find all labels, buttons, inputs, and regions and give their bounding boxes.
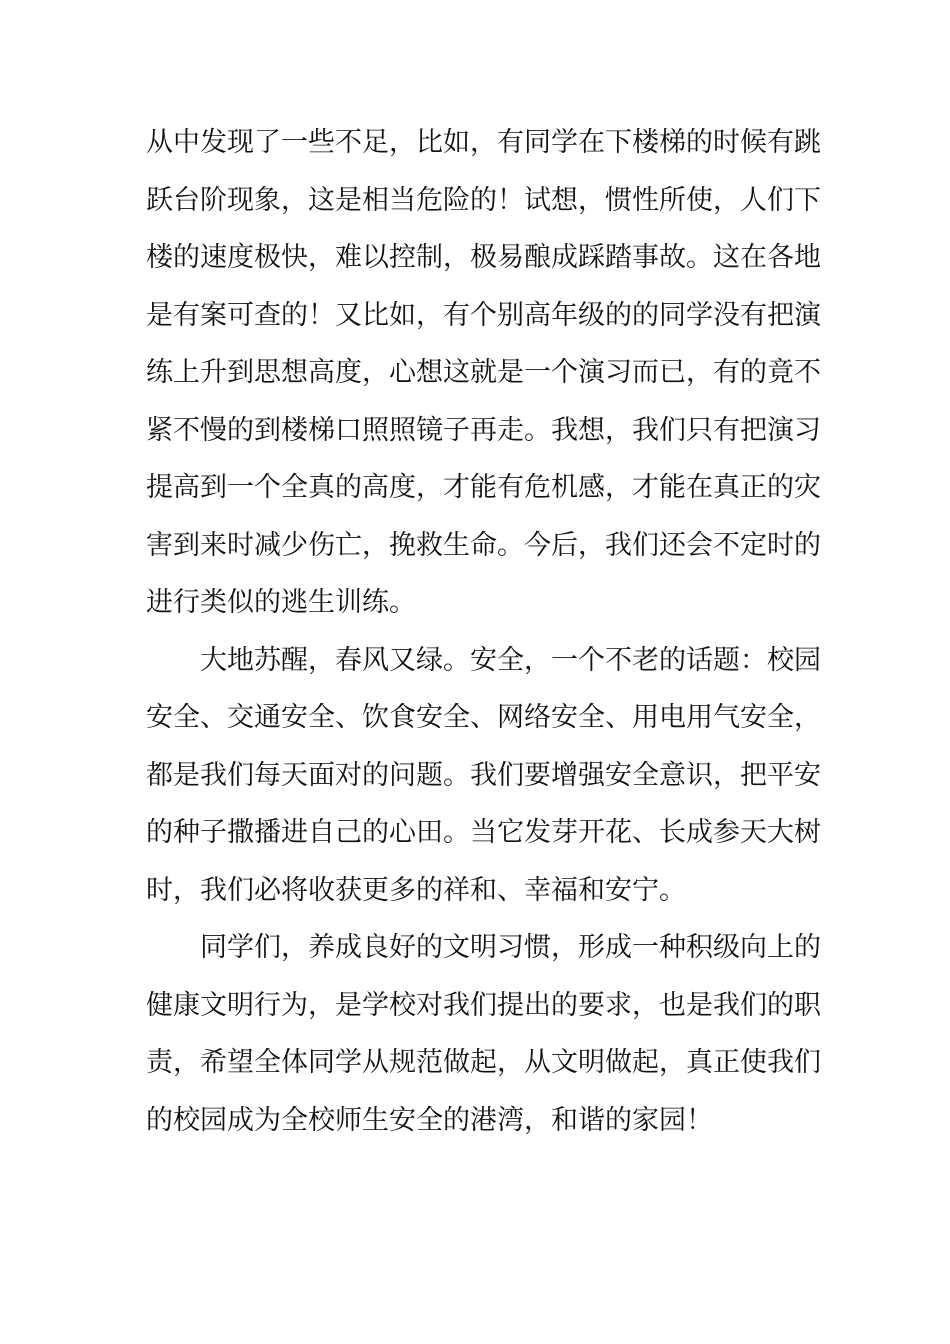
- paragraph-2: [146, 632, 821, 920]
- text-line: 时，我们必将收获更多的祥和、幸福和安宁。: [146, 874, 686, 906]
- paragraph-1: [146, 114, 821, 632]
- text-line: 的校园成为全校师生安全的港湾，和谐的家园！: [146, 1104, 713, 1136]
- text-line: 健康文明行为，是学校对我们提出的要求，也是我们的职: [146, 989, 821, 1021]
- text-line: 提高到一个全真的高度，才能有危机感，才能在真正的灾: [146, 472, 821, 503]
- paragraph-3: [146, 919, 821, 1149]
- text-line: 紧不慢的到楼梯口照照镜子再走。我想，我们只有把演习: [146, 414, 821, 446]
- text-line: 练上升到思想高度，心想这就是一个演习而已，有的竟不: [146, 357, 821, 388]
- text-line: 都是我们每天面对的问题。我们要增强安全意识，把平安: [146, 759, 821, 791]
- text-line: 从中发现了一些不足，比如，有同学在下楼梯的时候有跳: [146, 127, 821, 158]
- text-line: 同学们，养成良好的文明习惯，形成一种积级向上的: [200, 932, 821, 963]
- text-line: 跃台阶现象，这是相当危险的！试想，惯性所使，人们下: [146, 184, 821, 216]
- text-line: 安全、交通安全、饮食安全、网络安全、用电用气安全，: [146, 702, 821, 733]
- text-line: 楼的速度极快，难以控制，极易酿成踩踏事故。这在各地: [146, 242, 821, 273]
- text-line: 大地苏醒，春风又绿。安全，一个不老的话题：校园: [200, 644, 821, 676]
- text-line: 害到来时减少伤亡，挽救生命。今后，我们还会不定时的: [146, 529, 821, 561]
- text-line: 的种子撒播进自己的心田。当它发芽开花、长成参天大树: [146, 817, 821, 848]
- text-line: 进行类似的逃生训练。: [146, 587, 416, 618]
- text-line: 是有案可查的！又比如，有个别高年级的的同学没有把演: [146, 299, 821, 331]
- text-line: 责，希望全体同学从规范做起，从文明做起，真正使我们: [146, 1047, 821, 1078]
- body-text: [146, 114, 821, 1149]
